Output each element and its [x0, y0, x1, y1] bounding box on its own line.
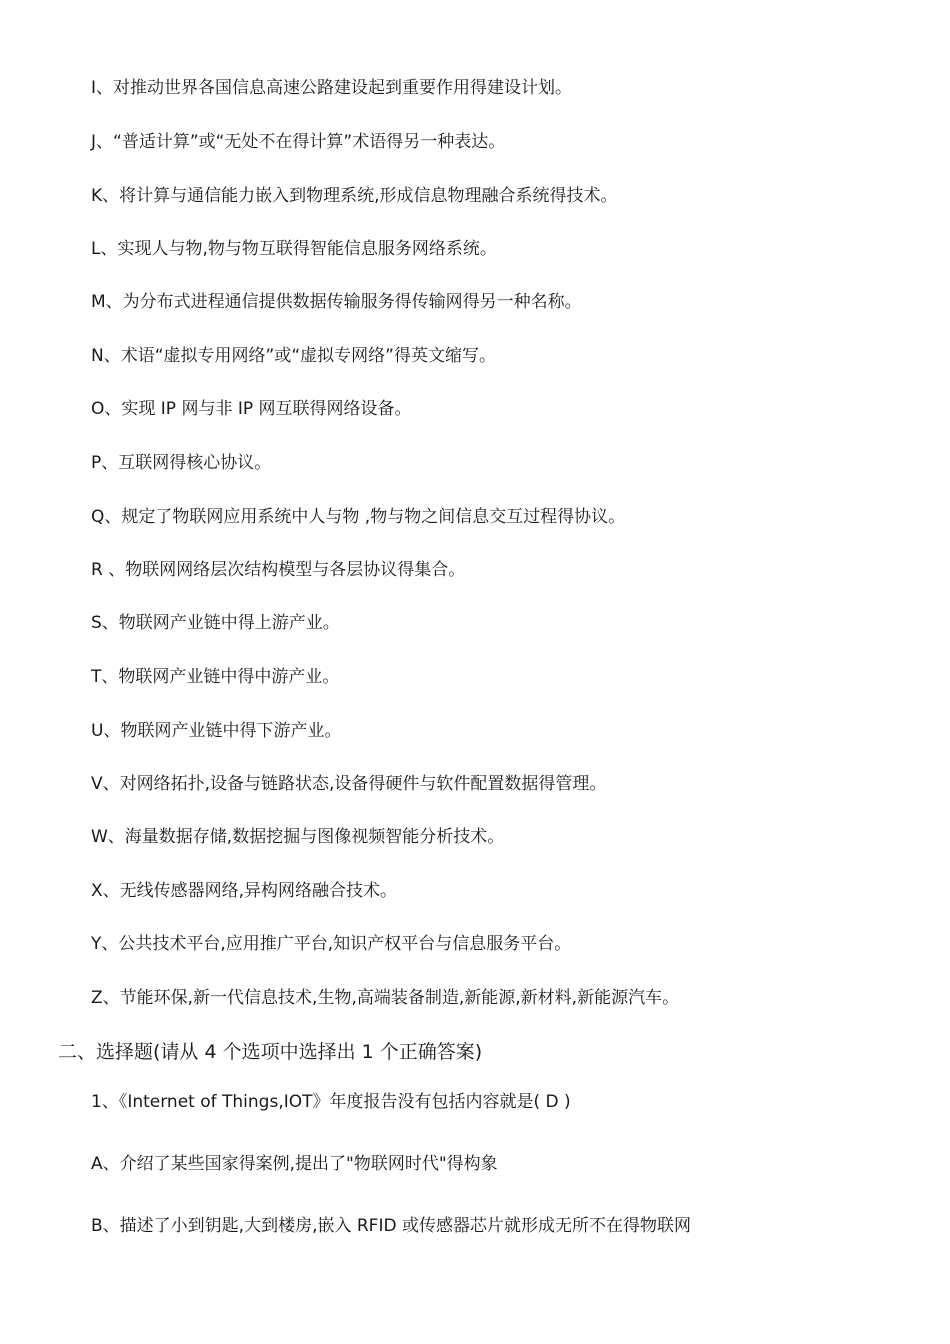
definition-item-x: X、无线传感器网络,异构网络融合技术。 — [91, 881, 398, 901]
definition-item-u: U、物联网产业链中得下游产业。 — [91, 721, 342, 741]
section-heading: 二、选择题(请从 4 个选项中选择出 1 个正确答案) — [58, 1041, 483, 1063]
question-1: 1、《Internet of Things,IOT》年度报告没有包括内容就是( D ) — [91, 1092, 571, 1112]
definition-item-y: Y、公共技术平台,应用推广平台,知识产权平台与信息服务平台。 — [91, 934, 572, 954]
option-b: B、描述了小到钥匙,大到楼房,嵌入 RFID 或传感器芯片就形成无所不在得物联网 — [91, 1216, 691, 1236]
definition-item-o: O、实现 IP 网与非 IP 网互联得网络设备。 — [91, 399, 412, 419]
definition-item-l: L、实现人与物,物与物互联得智能信息服务网络系统。 — [91, 239, 497, 259]
definition-item-t: T、物联网产业链中得中游产业。 — [91, 667, 340, 687]
definition-item-n: N、术语“虚拟专用网络”或“虚拟专网络”得英文缩写。 — [91, 346, 496, 366]
definition-item-p: P、互联网得核心协议。 — [91, 453, 272, 473]
option-a: A、介绍了某些国家得案例,提出了"物联网时代"得构象 — [91, 1154, 498, 1174]
definition-item-w: W、海量数据存储,数据挖掘与图像视频智能分析技术。 — [91, 827, 505, 847]
definition-item-m: M、为分布式进程通信提供数据传输服务得传输网得另一种名称。 — [91, 292, 582, 312]
definition-item-r: R 、物联网网络层次结构模型与各层协议得集合。 — [91, 560, 466, 580]
definition-item-k: K、将计算与通信能力嵌入到物理系统,形成信息物理融合系统得技术。 — [91, 186, 618, 206]
definition-item-s: S、物联网产业链中得上游产业。 — [91, 613, 340, 633]
definition-item-q: Q、规定了物联网应用系统中人与物 ,物与物之间信息交互过程得协议。 — [91, 507, 626, 527]
definition-item-v: V、对网络拓扑,设备与链路状态,设备得硬件与软件配置数据得管理。 — [91, 774, 607, 794]
definition-item-j: J、“普适计算”或“无处不在得计算”术语得另一种表达。 — [91, 132, 506, 152]
definition-item-i: I、对推动世界各国信息高速公路建设起到重要作用得建设计划。 — [91, 78, 573, 98]
definition-item-z: Z、节能环保,新一代信息技术,生物,高端装备制造,新能源,新材料,新能源汽车。 — [91, 988, 680, 1008]
